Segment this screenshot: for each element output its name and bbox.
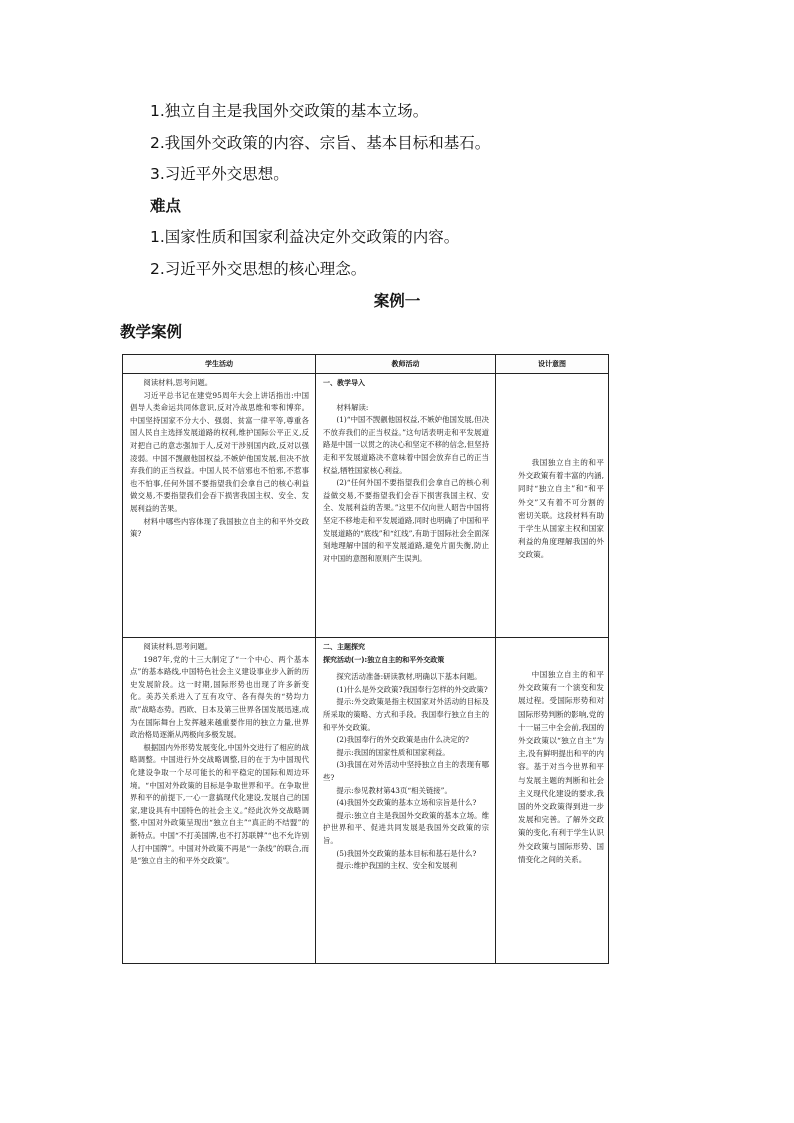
student-text: 阅读材料,思考问题。 bbox=[143, 378, 213, 387]
teacher-text: 提示:独立自主是我国外交政策的基本立场。维护世界和平、促进共同发展是我国外交政策的宗旨。 bbox=[323, 810, 489, 845]
difficulty-item: 2.习近平外交思想的核心理念。 bbox=[150, 259, 367, 278]
difficulty-heading: 难点 bbox=[150, 196, 182, 215]
teacher-activity-cell bbox=[316, 638, 496, 964]
table-row bbox=[123, 374, 609, 638]
header-student: 学生活动 bbox=[123, 355, 316, 374]
teacher-text: (1)“中国不觊觎他国权益,不嫉妒他国发展,但决不放弃我们的正当权益。”这句话表明走和平发展道路是中国一以贯之的决心和坚定不移的信念,但坚持走和平发展道路决不意味着中国会放弃自己的正当权益,牺牲国家核心利益。 bbox=[323, 415, 489, 475]
case-title: 案例一 bbox=[373, 292, 421, 310]
teacher-text: (2)我国奉行的外交政策是由什么决定的? bbox=[336, 735, 469, 745]
intent-text: 中国独立自主的和平外交政策有一个演变和发展过程。受国际形势和对国际形势判断的影响,党的十一届三中全会前,我国的外交政策以“独立自主”为主,没有鲜明提出和平的内容。基于对当今世界和平与发展主题的判断和社会主义现代化建设的要求,我国的外交政策得到进一步发展和完善。了解外交政策的变化,有利于学生认识外交政策与国际形势、国情变化之间的关系。 bbox=[518, 670, 604, 864]
design-intent-cell bbox=[496, 638, 609, 964]
table-header-row bbox=[123, 355, 609, 374]
teacher-text: (5)我国外交政策的基本目标和基石是什么? bbox=[336, 848, 477, 858]
teacher-heading: 一、教学导入 bbox=[323, 379, 365, 387]
teacher-text: 提示:维护我国的主权、安全和发展利 bbox=[336, 861, 458, 871]
teacher-text: (3)我国在对外活动中坚持独立自主的表现有哪些? bbox=[323, 760, 489, 782]
section-title: 教学案例 bbox=[120, 323, 183, 341]
student-text: 根据国内外形势发展变化,中国外交进行了相应的战略调整。中国进行外交战略调整,目的在于为中国现代化建设争取一个尽可能长的和平稳定的国际和周边环境。“中国对外政策的目标是争取世界和平。在争取世界和平的前提下,一心一意搞现代化建设,发展自己的国家,建设具有中国特色的社会主义。”经此次外交战略调整,中国对外政策呈现出“独立自主”“真正的不结盟”的新特点。中国“不打美国牌,也不打苏联牌”“也不允许别人打中国牌”。中国对外政策不再是“一条线”的联合,而是“独立自主的和平外交政策”。 bbox=[130, 742, 309, 866]
focus-item: 3.习近平外交思想。 bbox=[150, 165, 289, 183]
student-activity-cell bbox=[123, 374, 316, 638]
student-text: 阅读材料,思考问题。 bbox=[143, 642, 213, 651]
teacher-text: 探究活动准备:研读教材,明确以下基本问题。 bbox=[336, 672, 482, 682]
teacher-text: 提示:参见教材第43页“相关链接”。 bbox=[336, 785, 452, 795]
header-intent: 设计意图 bbox=[496, 355, 609, 374]
intent-text: 我国独立自主的和平外交政策有着丰富的内涵,同时“独立自主”和“和平外交”又有着不可分割的密切关联。这段材料有助于学生从国家主权和国家利益的角度理解我国的外交政策。 bbox=[518, 458, 604, 560]
teaching-case-table bbox=[122, 354, 609, 964]
student-activity-cell bbox=[123, 638, 316, 964]
teacher-text: (4)我国外交政策的基本立场和宗旨是什么? bbox=[336, 798, 477, 808]
teacher-subheading: 探究活动(一):独立自主的和平外交政策 bbox=[323, 655, 445, 664]
teacher-text: (2)“任何外国不要指望我们会拿自己的核心利益做交易,不要指望我们会吞下损害我国主权、安全、发展利益的苦果。”这里不仅向世人昭告中国将坚定不移地走和平发展道路,同时也明确了中国和平发展道路的“底线”和“红线”,有助于国际社会全面深刻地理解中国的和平发展道路,避免片面失衡,防止对中国的意图和原则产生误判。 bbox=[323, 478, 489, 563]
teacher-text: (1)什么是外交政策?我国奉行怎样的外交政策? bbox=[336, 684, 488, 694]
student-text: 习近平总书记在建党95周年大会上讲话指出:中国倡导人类命运共同体意识,反对冷战思维和零和博弈。中国坚持国家不分大小、强弱、贫富一律平等,尊重各国人民自主选择发展道路的权利,维护国际公平正义,反对把自己的意志强加于人,反对干涉别国内政,反对以强凌弱。中国不觊觎他国权益,不嫉妒他国发展,但决不放弃我们的正当权益。中国人民不信邪也不怕邪,不惹事也不怕事,任何外国不要指望我们会拿自己的核心利益做交易,不要指望我们会吞下损害我国主权、安全、发展利益的苦果。 bbox=[130, 390, 309, 513]
focus-item: 1.独立自主是我国外交政策的基本立场。 bbox=[150, 102, 429, 120]
difficulty-item: 1.国家性质和国家利益决定外交政策的内容。 bbox=[150, 228, 460, 246]
teacher-heading: 二、主题探究 bbox=[323, 643, 365, 651]
key-points-list bbox=[150, 96, 710, 285]
teacher-text: 提示:外交政策是指主权国家对外活动的目标及所采取的策略、方式和手段。我国奉行独立自主的和平外交政策。 bbox=[323, 697, 489, 732]
header-teacher: 教师活动 bbox=[316, 355, 496, 374]
teacher-text: 材料解读: bbox=[336, 402, 369, 412]
table-row bbox=[123, 638, 609, 964]
teacher-text: 提示:我国的国家性质和国家利益。 bbox=[336, 747, 450, 757]
focus-item: 2.我国外交政策的内容、宗旨、基本目标和基石。 bbox=[150, 133, 491, 152]
student-text: 材料中哪些内容体现了我国独立自主的和平外交政策? bbox=[130, 516, 309, 539]
teacher-activity-cell bbox=[316, 374, 496, 638]
design-intent-cell bbox=[496, 374, 609, 638]
student-text: 1987年,党的十三大制定了“一个中心、两个基本点”的基本路线,中国特色社会主义建设事业步入新的历史发展阶段。这一时期,国际形势也出现了许多新变化。美苏关系进入了互有攻守、各有得失的“势均力敌”战略态势。西欧、日本及第三世界各国发展迅速,成为在国际舞台上发挥越来越重要作用的独立力量,世界政治格局逐渐从两极向多极发展。 bbox=[130, 654, 309, 740]
